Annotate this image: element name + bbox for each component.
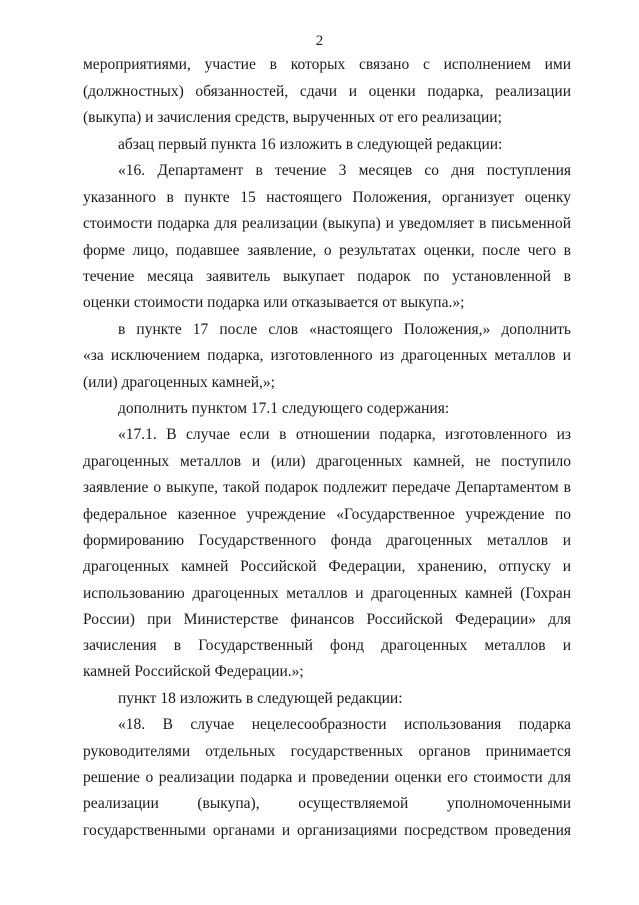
text-line: течение месяца заявитель выкупает подарок по установленной в: [83, 268, 571, 285]
text-line: мероприятиями, участие в которых связано с исполнением ими: [83, 56, 571, 73]
text-line: абзац первый пункта 16 изложить в следующей редакции:: [118, 136, 503, 153]
page-number: 2: [315, 33, 324, 49]
text-line: (должностных) обязанностей, сдачи и оценки подарка, реализации: [83, 83, 571, 100]
text-line: форме лицо, подавшее заявление, о результатах оценки, после чего в: [83, 242, 571, 259]
text-line: драгоценных камней Российской Федерации, хранению, отпуску и: [83, 558, 571, 575]
text-line: зачисления в Государственный фонд драгоценных металлов и: [83, 637, 571, 654]
text-line: «17.1. В случае если в отношении подарка, изготовленного из: [118, 426, 571, 443]
text-line: камней Российской Федерации.»;: [83, 663, 304, 680]
text-line: «за исключением подарка, изготовленного из драгоценных металлов и: [83, 347, 571, 364]
text-line: формированию Государственного фонда драгоценных металлов и: [83, 532, 571, 549]
text-line: стоимости подарка для реализации (выкупа) и уведомляет в письменной: [83, 215, 571, 232]
text-line: федеральное казенное учреждение «Государственное учреждение по: [83, 506, 571, 523]
text-line: пункт 18 изложить в следующей редакции:: [118, 690, 403, 707]
text-line: (или) драгоценных камней,»;: [83, 374, 275, 391]
text-line: заявление о выкупе, такой подарок подлежит передаче Департаментом в: [83, 479, 571, 496]
text-line: оценки стоимости подарка или отказывается от выкупа.»;: [83, 294, 465, 311]
text-line: руководителями отдельных государственных органов принимается: [83, 743, 571, 760]
text-line: указанного в пункте 15 настоящего Положения, организует оценку: [83, 189, 571, 206]
text-line: дополнить пунктом 17.1 следующего содержания:: [118, 400, 450, 417]
text-line: реализации (выкупа), осуществляемой уполномоченными: [83, 795, 571, 812]
text-line: (выкупа) и зачисления средств, вырученных от его реализации;: [83, 109, 502, 126]
text-line: «18. В случае нецелесообразности использования подарка: [118, 716, 571, 733]
text-line: в пункте 17 после слов «настоящего Положения,» дополнить: [118, 321, 571, 338]
text-line: решение о реализации подарка и проведении оценки его стоимости для: [83, 769, 571, 786]
text-line: использованию драгоценных металлов и драгоценных камней (Гохран: [83, 585, 571, 602]
text-line: России) при Министерстве финансов Российской Федерации» для: [83, 611, 571, 628]
text-line: «16. Департамент в течение 3 месяцев со дня поступления: [118, 162, 571, 179]
text-line: драгоценных металлов и (или) драгоценных камней, не поступило: [83, 453, 571, 470]
text-line: государственными органами и организациями посредством проведения: [83, 822, 571, 839]
